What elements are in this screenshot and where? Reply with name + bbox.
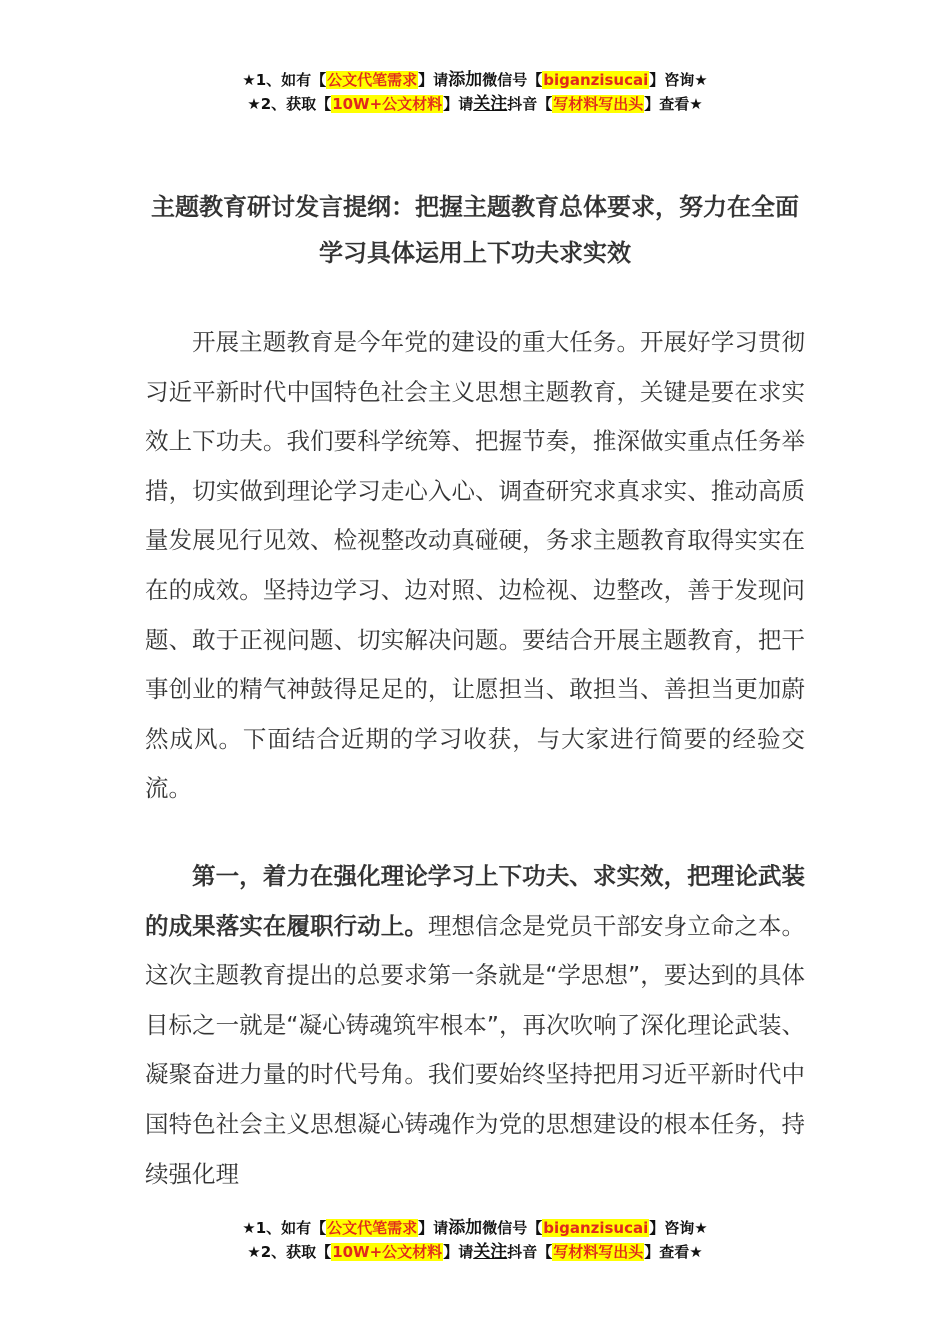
highlight-wechat-id: biganzisucai xyxy=(543,71,649,89)
bottom-banner xyxy=(0,1216,950,1264)
body-paragraph-2 xyxy=(145,852,805,1199)
banner-emphasis: 关注 xyxy=(473,94,508,114)
body-paragraph-1 xyxy=(145,318,805,814)
banner-text: 】请 xyxy=(418,1219,449,1237)
banner-text: 】请 xyxy=(443,95,474,113)
banner-text: 】咨询★ xyxy=(649,1219,708,1237)
banner-text: ★1、如有【 xyxy=(242,71,327,89)
banner-text: 微信号【 xyxy=(482,1219,543,1237)
banner-text: ★2、获取【 xyxy=(247,1243,332,1261)
section-body-text: 理想信念是党员干部安身立命之本。这次主题教育提出的总要求第一条就是“学思想”，要达到的具体目标之一就是“凝心铸魂筑牢根本”，再次吹响了深化理论武装、凝聚奋进力量的时代号角。我们要始终坚持把用习近平新时代中国特色社会主义思想凝心铸魂作为党的思想建设的根本任务，持续强化理 xyxy=(145,911,806,1188)
banner-line-2 xyxy=(0,1240,950,1264)
highlight-douyin-account: 写材料写出头 xyxy=(553,1243,644,1261)
banner-line-2 xyxy=(0,92,950,116)
banner-line-1 xyxy=(0,68,950,92)
banner-text: 抖音【 xyxy=(507,1243,553,1261)
banner-text: 微信号【 xyxy=(482,71,543,89)
banner-text: ★1、如有【 xyxy=(242,1219,327,1237)
section-lead-sentence: 第一，着力在强化理论学习上下功夫、求实效，把理论武装的成果落实在履职行动上。 xyxy=(145,862,805,940)
banner-text: ★2、获取【 xyxy=(247,95,332,113)
highlight-douyin-account: 写材料写出头 xyxy=(553,95,644,113)
banner-line-1 xyxy=(0,1216,950,1240)
banner-text: 】请 xyxy=(443,1243,474,1261)
banner-text: 】请 xyxy=(418,71,449,89)
banner-text: 】查看★ xyxy=(644,1243,703,1261)
banner-text: 】咨询★ xyxy=(649,71,708,89)
top-banner xyxy=(0,68,950,116)
paragraph-text xyxy=(145,852,805,1199)
highlight-service: 公文代笔需求 xyxy=(327,1219,418,1237)
highlight-materials: 10W+公文材料 xyxy=(332,95,443,113)
highlight-service: 公文代笔需求 xyxy=(327,71,418,89)
banner-emphasis: 关注 xyxy=(473,1242,508,1262)
banner-emphasis: 添加 xyxy=(448,1218,483,1238)
highlight-materials: 10W+公文材料 xyxy=(332,1243,443,1261)
banner-text: 】查看★ xyxy=(644,95,703,113)
highlight-wechat-id: biganzisucai xyxy=(543,1219,649,1237)
document-title: 主题教育研讨发言提纲：把握主题教育总体要求，努力在全面学习具体运用上下功夫求实效 xyxy=(151,193,799,267)
paragraph-text: 开展主题教育是今年党的建设的重大任务。开展好学习贯彻习近平新时代中国特色社会主义思想主题教育，关键是要在求实效上下功夫。我们要科学统筹、把握节奏，推深做实重点任务举措，切实做到理论学习走心入心、调查研究求真求实、推动高质量发展见行见效、检视整改动真碰硬，务求主题教育取得实实在在的成效。坚持边学习、边对照、边检视、边整改，善于发现问题、敢于正视问题、切实解决问题。要结合开展主题教育，把干事创业的精气神鼓得足足的，让愿担当、敢担当、善担当更加蔚然成风。下面结合近期的学习收获，与大家进行简要的经验交流。 xyxy=(145,328,805,803)
banner-text: 抖音【 xyxy=(507,95,553,113)
banner-emphasis: 添加 xyxy=(448,70,483,90)
